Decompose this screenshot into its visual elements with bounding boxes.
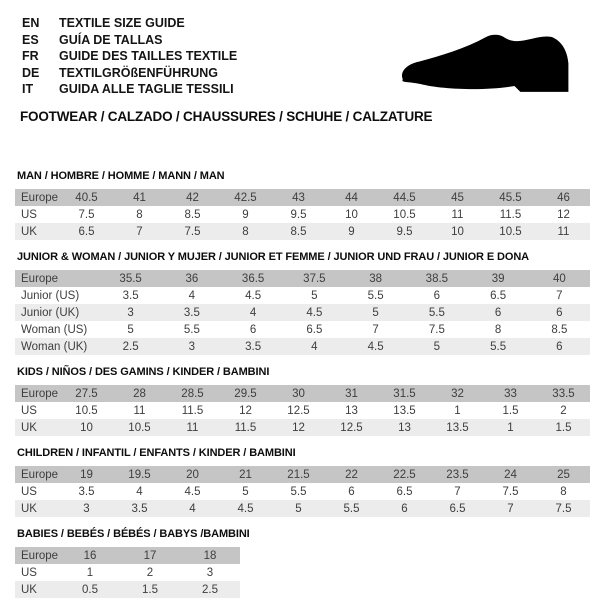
row-label: Europe (21, 272, 59, 285)
size-section (15, 366, 590, 436)
table-row (15, 189, 590, 206)
size-cell: 6 (249, 323, 257, 336)
size-cell: 5 (295, 502, 302, 515)
size-cell: 16 (83, 549, 97, 562)
size-cell: 30 (292, 387, 305, 400)
size-cell: 9 (348, 225, 355, 238)
size-cell: 27.5 (75, 387, 98, 400)
size-cell: 7 (556, 289, 563, 302)
section-title: KIDS / NIÑOS / DES GAMINS / KINDER / BAMBINI (17, 366, 270, 378)
size-cell: 1.5 (142, 583, 158, 596)
row-label: US (21, 208, 37, 221)
table-row (15, 321, 590, 338)
size-cell: 6 (556, 306, 563, 319)
language-name: GUIDA ALLE TAGLIE TESSILI (59, 82, 234, 96)
size-cell: 42.5 (234, 191, 257, 204)
size-cell: 1 (86, 566, 94, 579)
size-table (15, 466, 590, 517)
size-cell: 28 (133, 387, 146, 400)
section-title: CHILDREN / INFANTIL / ENFANTS / KINDER / BAMBINI (17, 447, 296, 459)
table-row (15, 402, 590, 419)
table-row (15, 270, 590, 287)
row-label: US (21, 404, 37, 417)
category-title: FOOTWEAR / CALZADO / CHAUSSURES / SCHUHE / CALZATURE (20, 109, 433, 124)
row-label: US (21, 485, 37, 498)
size-cell: 4.5 (367, 340, 384, 353)
size-cell: 17 (143, 549, 157, 562)
language-name: GUIDE DES TAILLES TEXTILE (59, 49, 238, 63)
size-cell: 40 (552, 272, 566, 285)
row-label: Europe (21, 468, 59, 481)
size-cell: 4 (189, 502, 196, 515)
size-cell: 5.5 (290, 485, 307, 498)
size-cell: 11.5 (234, 421, 257, 434)
size-cell: 4.5 (306, 306, 323, 319)
table-row (15, 338, 590, 355)
size-cell: 38 (369, 272, 383, 285)
row-label: Europe (21, 549, 59, 562)
language-row (22, 15, 237, 32)
size-cell: 1 (454, 404, 461, 417)
size-cell: 7.5 (184, 225, 201, 238)
size-cell: 13 (345, 404, 358, 417)
size-cell: 6.5 (78, 225, 95, 238)
size-cell: 10 (345, 208, 358, 221)
size-cell: 7 (372, 323, 379, 336)
size-cell: 13.5 (393, 404, 416, 417)
section-title: JUNIOR & WOMAN / JUNIOR Y MUJER / JUNIOR ET FEMME / JUNIOR UND FRAU / JUNIOR E DONA (17, 251, 530, 263)
table-row (15, 564, 240, 581)
size-cell: 8 (560, 485, 567, 498)
size-cell: 5 (242, 485, 249, 498)
row-label: UK (21, 225, 37, 238)
size-cell: 10 (451, 225, 464, 238)
size-cell: 32 (451, 387, 464, 400)
size-cell: 1 (507, 421, 514, 434)
size-cell: 11 (133, 404, 146, 417)
table-row (15, 581, 240, 598)
size-table (15, 270, 590, 355)
size-table (15, 189, 590, 240)
size-cell: 3.5 (183, 306, 200, 319)
size-cell: 5.5 (367, 289, 384, 302)
size-cell: 31 (345, 387, 358, 400)
language-row (22, 65, 237, 82)
size-cell: 7 (454, 485, 461, 498)
size-cell: 7.5 (555, 502, 572, 515)
size-cell: 9.5 (396, 225, 413, 238)
language-row (22, 32, 237, 49)
language-row (22, 48, 237, 65)
size-table (15, 547, 240, 598)
size-cell: 3 (188, 340, 196, 353)
size-cell: 6 (348, 485, 355, 498)
size-section (15, 251, 590, 355)
size-cell: 5.5 (428, 306, 445, 319)
size-cell: 1.5 (502, 404, 519, 417)
size-cell: 12.5 (340, 421, 363, 434)
table-row (15, 419, 590, 436)
size-cell: 6.5 (449, 502, 466, 515)
size-cell: 7 (507, 502, 514, 515)
size-cell: 37.5 (303, 272, 326, 285)
size-cell: 29.5 (234, 387, 257, 400)
size-cell: 8.5 (551, 323, 568, 336)
table-row (15, 466, 590, 483)
table-row (15, 304, 590, 321)
size-cell: 19 (80, 468, 93, 481)
size-section (15, 528, 590, 598)
size-cell: 1.5 (555, 421, 572, 434)
language-name: TEXTILGRÖßENFÜHRUNG (59, 65, 219, 80)
size-cell: 4.5 (237, 502, 254, 515)
size-cell: 12 (557, 208, 570, 221)
table-row (15, 287, 590, 304)
size-table (15, 385, 590, 436)
size-cell: 45 (451, 191, 464, 204)
size-cell: 21 (239, 468, 252, 481)
row-label: Junior (US) (21, 289, 80, 302)
size-cell: 25 (557, 468, 570, 481)
size-cell: 10.5 (75, 404, 98, 417)
size-cell: 5 (127, 323, 134, 336)
size-cell: 6 (401, 502, 408, 515)
language-code: ES (22, 32, 39, 47)
size-cell: 8 (494, 323, 502, 336)
size-cell: 7 (136, 225, 143, 238)
size-cell: 8 (242, 225, 249, 238)
size-cell: 11 (451, 208, 464, 221)
size-cell: 35.5 (119, 272, 142, 285)
size-cell: 33 (504, 387, 517, 400)
size-cell: 10.5 (128, 421, 151, 434)
size-cell: 7.5 (428, 323, 445, 336)
size-cell: 11 (186, 421, 199, 434)
table-row (15, 385, 590, 402)
size-cell: 22 (345, 468, 358, 481)
section-title: MAN / HOMBRE / HOMME / MANN / MAN (17, 170, 225, 182)
language-list (22, 15, 237, 98)
row-label: UK (21, 421, 37, 434)
language-code: EN (22, 16, 40, 30)
size-cell: 10.5 (393, 208, 416, 221)
language-code: FR (22, 49, 39, 63)
language-name: GUÍA DE TALLAS (59, 32, 163, 47)
size-section (15, 170, 590, 240)
dress-shoe-icon (392, 8, 588, 112)
table-row (15, 223, 590, 240)
size-cell: 13 (398, 421, 411, 434)
size-cell: 5.5 (343, 502, 360, 515)
language-code: DE (22, 65, 40, 80)
size-cell: 11 (557, 225, 570, 238)
table-row (15, 483, 590, 500)
size-cell: 6 (433, 289, 441, 302)
size-cell: 6 (494, 306, 502, 319)
size-cell: 44 (345, 191, 358, 204)
size-cell: 3 (127, 306, 134, 319)
size-cell: 45.5 (499, 191, 522, 204)
size-cell: 3 (206, 566, 214, 579)
size-cell: 4.5 (184, 485, 201, 498)
size-cell: 2.5 (122, 340, 139, 353)
language-row (22, 81, 237, 98)
table-row (15, 547, 240, 564)
size-cell: 41 (133, 191, 146, 204)
section-title: BABIES / BEBÉS / BÉBÉS / BABYS /BAMBINI (17, 528, 250, 540)
size-cell: 42 (186, 191, 199, 204)
row-label: Europe (21, 191, 59, 204)
size-cell: 44.5 (393, 191, 416, 204)
size-cell: 3.5 (122, 289, 139, 302)
language-name: TEXTILE SIZE GUIDE (59, 16, 185, 30)
size-cell: 12.5 (287, 404, 310, 417)
size-cell: 19.5 (128, 468, 151, 481)
row-label: UK (21, 502, 37, 515)
size-cell: 9 (242, 208, 249, 221)
size-cell: 18 (203, 549, 217, 562)
size-cell: 4 (188, 289, 196, 302)
size-cell: 2.5 (202, 583, 218, 596)
size-cell: 5 (433, 340, 441, 353)
size-cell: 20 (186, 468, 199, 481)
row-label: Woman (US) (21, 323, 88, 336)
size-cell: 4 (136, 485, 143, 498)
size-cell: 10.5 (499, 225, 522, 238)
size-cell: 36 (185, 272, 199, 285)
size-cell: 4 (249, 306, 257, 319)
size-cell: 5.5 (490, 340, 507, 353)
size-cell: 3.5 (78, 485, 95, 498)
size-cell: 6.5 (490, 289, 507, 302)
size-cell: 6.5 (306, 323, 323, 336)
row-label: US (21, 566, 37, 579)
size-cell: 12 (292, 421, 305, 434)
size-cell: 8 (136, 208, 143, 221)
size-cell: 11.5 (499, 208, 522, 221)
size-cell: 3 (83, 502, 90, 515)
size-cell: 4 (311, 340, 318, 353)
size-cell: 7.5 (502, 485, 519, 498)
size-cell: 39 (491, 272, 505, 285)
table-row (15, 206, 590, 223)
size-cell: 3.5 (245, 340, 262, 353)
size-tables (15, 170, 590, 600)
size-section (15, 447, 590, 517)
row-label: Woman (UK) (21, 340, 88, 353)
size-cell: 3.5 (131, 502, 148, 515)
row-label: Europe (21, 387, 59, 400)
size-cell: 31.5 (393, 387, 416, 400)
size-cell: 6 (556, 340, 563, 353)
size-cell: 36.5 (241, 272, 265, 285)
size-cell: 0.5 (82, 583, 98, 596)
row-label: Junior (UK) (21, 306, 80, 319)
size-cell: 8.5 (290, 225, 307, 238)
size-cell: 4.5 (245, 289, 262, 302)
size-cell: 13.5 (446, 421, 469, 434)
size-cell: 10 (80, 421, 93, 434)
language-code: IT (22, 82, 34, 96)
size-cell: 11.5 (181, 404, 204, 417)
size-cell: 28.5 (181, 387, 204, 400)
size-cell: 43 (292, 191, 305, 204)
size-cell: 38.5 (425, 272, 449, 285)
row-label: UK (21, 583, 37, 596)
size-cell: 22.5 (393, 468, 416, 481)
size-cell: 2 (560, 404, 567, 417)
size-cell: 5.5 (183, 323, 200, 336)
size-cell: 2 (146, 566, 154, 579)
size-cell: 5 (372, 306, 379, 319)
size-cell: 6.5 (396, 485, 413, 498)
table-row (15, 500, 590, 517)
size-cell: 46 (557, 191, 570, 204)
size-cell: 12 (239, 404, 252, 417)
size-cell: 8.5 (184, 208, 201, 221)
size-cell: 7.5 (78, 208, 95, 221)
size-cell: 5 (311, 289, 318, 302)
size-cell: 33.5 (552, 387, 575, 400)
size-cell: 23.5 (446, 468, 469, 481)
size-cell: 24 (504, 468, 517, 481)
size-cell: 9.5 (290, 208, 307, 221)
size-cell: 40.5 (75, 191, 98, 204)
size-cell: 21.5 (287, 468, 310, 481)
